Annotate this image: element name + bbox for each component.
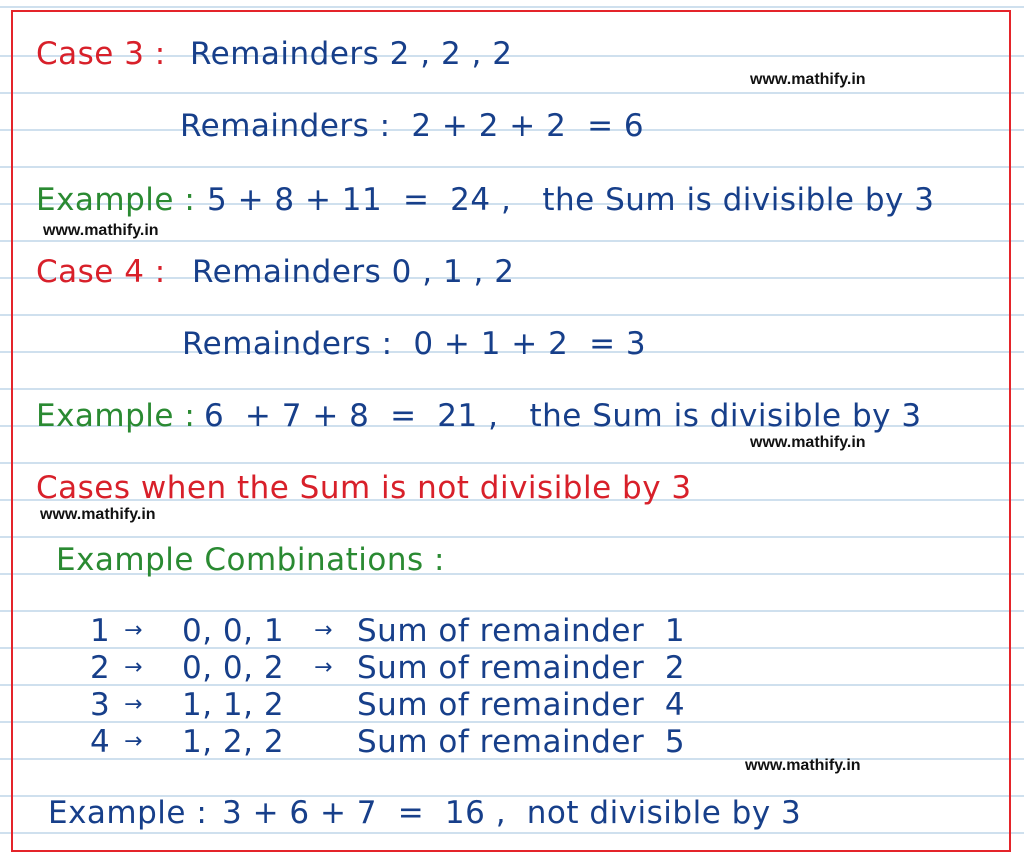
arrow-icon: →	[124, 618, 143, 643]
row-sum: Sum of remainder 2	[357, 650, 686, 686]
case3-remainders: Remainders 2 , 2 , 2	[190, 36, 513, 72]
case4-remainders: Remainders 0 , 1 , 2	[192, 254, 515, 290]
case4-heading: Case 4 :	[36, 254, 166, 290]
arrow-icon: →	[314, 618, 333, 643]
final-example-label: Example :	[48, 795, 208, 831]
final-example-text: 3 + 6 + 7 = 16 , not divisible by 3	[222, 795, 802, 831]
watermark-1: www.mathify.in	[750, 71, 866, 88]
case3-sum: Remainders : 2 + 2 + 2 = 6	[180, 108, 645, 144]
watermark-4: www.mathify.in	[40, 506, 156, 523]
watermark-2: www.mathify.in	[43, 222, 159, 239]
arrow-icon: →	[124, 655, 143, 680]
row-remainders: 0, 0, 1	[182, 613, 285, 649]
row-remainders: 1, 1, 2	[182, 687, 285, 723]
row-number: 3	[90, 687, 111, 723]
row-sum: Sum of remainder 4	[357, 687, 686, 723]
arrow-icon: →	[124, 692, 143, 717]
row-sum: Sum of remainder 1	[357, 613, 686, 649]
arrow-icon: →	[314, 655, 333, 680]
case3-heading: Case 3 :	[36, 36, 166, 72]
row-sum: Sum of remainder 5	[357, 724, 686, 760]
not-divisible-heading: Cases when the Sum is not divisible by 3	[36, 470, 692, 506]
watermark-3: www.mathify.in	[750, 434, 866, 451]
row-number: 1	[90, 613, 111, 649]
arrow-icon: →	[124, 729, 143, 754]
case3-example-text: 5 + 8 + 11 = 24 , the Sum is divisible by 3	[207, 182, 935, 218]
case4-example-text: 6 + 7 + 8 = 21 , the Sum is divisible by 3	[204, 398, 922, 434]
row-remainders: 0, 0, 2	[182, 650, 285, 686]
case4-example-label: Example :	[36, 398, 196, 434]
case4-sum: Remainders : 0 + 1 + 2 = 3	[182, 326, 647, 362]
row-remainders: 1, 2, 2	[182, 724, 285, 760]
row-number: 4	[90, 724, 111, 760]
watermark-5: www.mathify.in	[745, 757, 861, 774]
combinations-label: Example Combinations :	[56, 542, 445, 578]
row-number: 2	[90, 650, 111, 686]
case3-example-label: Example :	[36, 182, 196, 218]
